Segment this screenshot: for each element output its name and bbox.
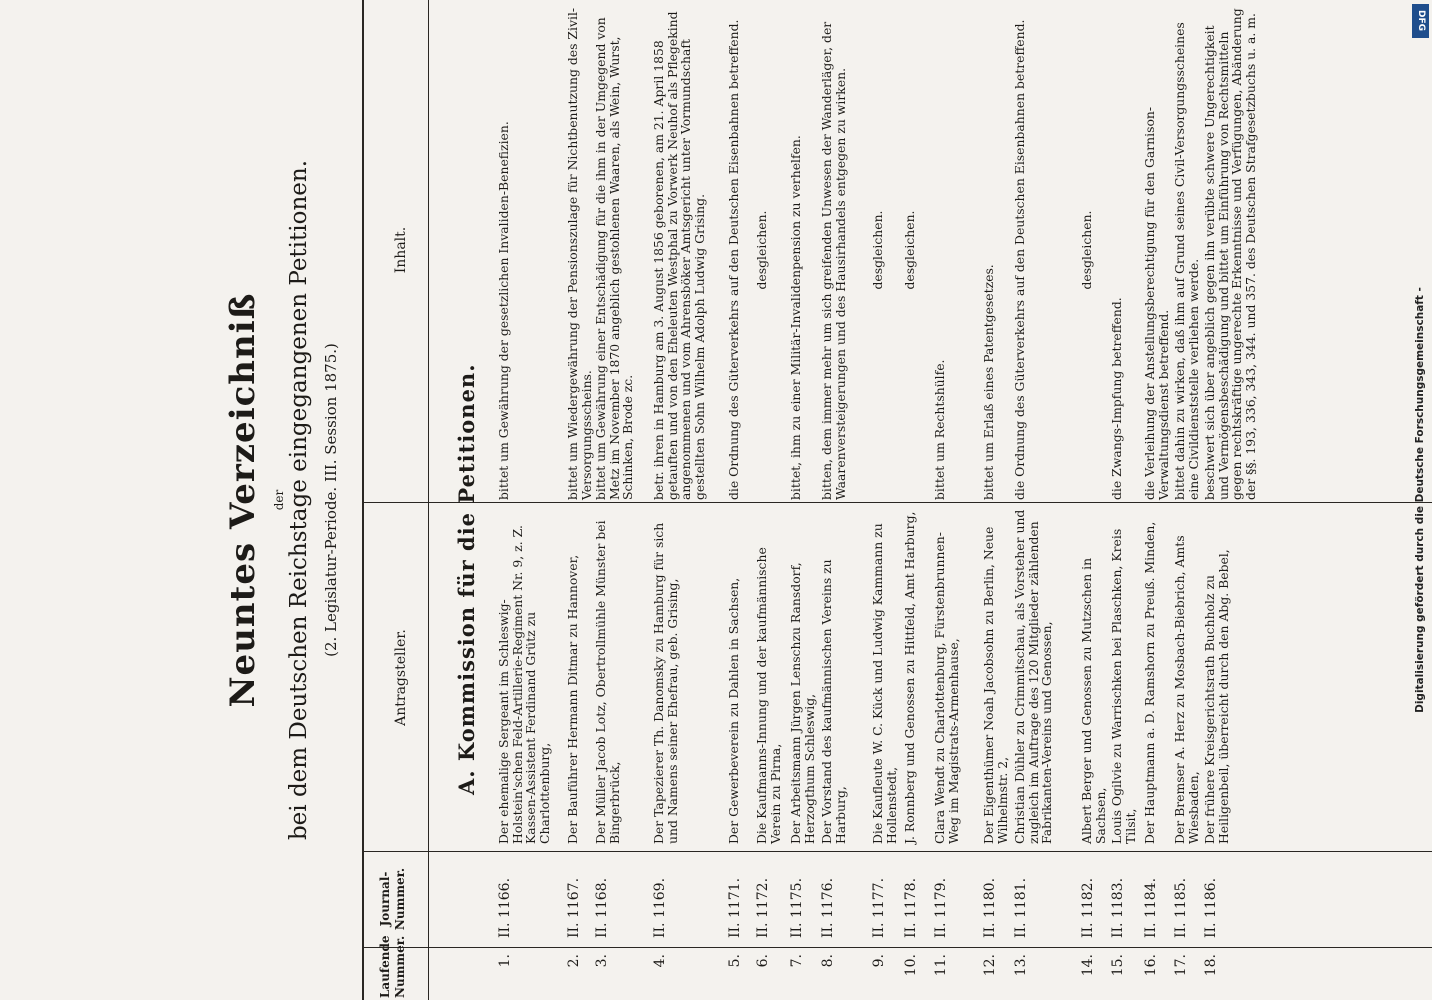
row-number: 5. xyxy=(727,954,743,968)
petitioner: Die Kaufleute W. C. Kück und Ludwig Kammann zu Hollenstedt, xyxy=(870,523,899,844)
petition-content: die Zwangs-Impfung betreffend. xyxy=(1109,297,1124,500)
petition-content: die Verleihung der Anstellungsberechtigung für den Garnison-Verwaltungsdienst betreffend. xyxy=(1142,106,1171,500)
table-top-rule xyxy=(362,0,364,1000)
petition-content: desgleichen. xyxy=(870,210,885,290)
petitioner: Der Vorstand des kaufmännischen Vereins zu Harburg, xyxy=(819,559,848,844)
journal-number: II. 1178. xyxy=(903,877,919,938)
row-number: 18. xyxy=(1203,954,1219,977)
petition-content: bittet um Gewährung einer Entschädigung für die ihm in der Umgegend von Metz im November 1870 angeblich gestohlenen Waaren, als Wein, Wurst, Schinken, Brode zc. xyxy=(593,17,635,500)
journal-number: II. 1175. xyxy=(789,877,805,938)
petition-content: beschwert sich über angeblich gegen ihn verübte schwere Ungerechtigkeit und Vermögensbeschädigung und bittet um Einführung von Rechtsmitteln gegen rechtskräftige ungerechte Erkenntnisse und Verfügungen, Abänderung der §§. 193, 336, 343, 344. und 357. des Deutschen Strafgesetzbuchs u. a. m. xyxy=(1202,8,1258,500)
row-number: 15. xyxy=(1110,954,1126,977)
document-subtitle: bei dem Deutschen Reichstage eingegangenen Petitionen. xyxy=(286,159,312,841)
row-number: 9. xyxy=(871,954,887,968)
petitioner: Der Müller Jacob Lotz, Obertrollmühle Münster bei Bingerbrück, xyxy=(593,520,622,844)
petitioner: Der Bremser A. Herz zu Mosbach-Biebrich, Amts Wiesbaden, xyxy=(1172,535,1201,844)
petition-content: desgleichen. xyxy=(754,210,769,290)
petitioner: Der Hauptmann a. D. Ramshorn zu Preuß. Minden, xyxy=(1142,521,1157,844)
journal-number: II. 1182. xyxy=(1080,877,1096,938)
row-number: 8. xyxy=(820,954,836,968)
petitioner: Louis Ogilvie zu Warrischken bei Plaschken, Kreis Tilsit, xyxy=(1109,528,1138,844)
row-number: 6. xyxy=(755,954,771,968)
row-number: 3. xyxy=(594,954,610,968)
journal-number: II. 1177. xyxy=(871,877,887,938)
petitioner: Clara Wendt zu Charlottenburg, Fürstenbrunnen-Weg im Magistrats-Armenhause, xyxy=(932,532,961,844)
petition-content: bittet, ihm zu einer Militär-Invalidenpension zu verhelfen. xyxy=(788,135,803,500)
petitioner: Der Gewerbeverein zu Dahlen in Sachsen, xyxy=(726,577,741,844)
column-divider xyxy=(362,502,1432,503)
row-number: 16. xyxy=(1143,954,1159,977)
journal-number: II. 1180. xyxy=(982,877,998,938)
row-number: 17. xyxy=(1173,954,1189,977)
journal-number: II. 1172. xyxy=(755,877,771,938)
petition-content: die Ordnung des Güterverkehrs auf den Deutschen Eisenbahnen betreffend. xyxy=(1012,19,1027,500)
journal-number: II. 1169. xyxy=(652,877,668,938)
petitioner: Der Eigenthümer Noah Jacobsohn zu Berlin, Neue Wilhelmstr. 2, xyxy=(981,526,1010,844)
session-info: (2. Legislatur-Periode. III. Session 1875.) xyxy=(322,343,340,657)
petition-content: bitten, dem immer mehr um sich greifenden Unwesen der Wanderläger, der Waarenversteigerungen und des Hausirhandels entgegen zu wirken. xyxy=(819,21,848,500)
column-divider xyxy=(362,947,1432,948)
petitioner: Der Bauführer Hermann Ditmar zu Hannover, xyxy=(565,554,580,844)
petition-content: die Ordnung des Güterverkehrs auf den Deutschen Eisenbahnen betreffend. xyxy=(726,19,741,500)
row-number: 10. xyxy=(903,954,919,977)
digitization-note xyxy=(1408,0,1432,1000)
row-number: 13. xyxy=(1013,954,1029,977)
petitioner: Der Tapezierer Th. Danomsky zu Hamburg für sich und Namens seiner Ehefrau, geb. Grising, xyxy=(651,522,680,844)
section-title: A. Kommission für die Petitionen. xyxy=(454,363,479,795)
column-header-antragsteller: Antragsteller. xyxy=(393,629,409,726)
row-number: 11. xyxy=(933,954,949,977)
row-number: 4. xyxy=(652,954,668,968)
row-number: 12. xyxy=(982,954,998,977)
petitioner: Der frühere Kreisgerichtsrath Buchholz zu Heiligenbeil, überreicht durch den Abg. Bebel, xyxy=(1202,549,1231,844)
petition-content: desgleichen. xyxy=(902,210,917,290)
journal-number: II. 1176. xyxy=(820,877,836,938)
journal-number: II. 1185. xyxy=(1173,877,1189,938)
row-number: 1. xyxy=(497,954,513,968)
journal-number: II. 1171. xyxy=(727,877,743,938)
column-header-journal: Journal-Nummer. xyxy=(378,867,407,931)
petition-content: bittet um Gewährung der gesetzlichen Invaliden-Benefizien. xyxy=(496,121,511,500)
petition-content: desgleichen. xyxy=(1079,210,1094,290)
journal-number: II. 1186. xyxy=(1203,877,1219,938)
petitioner: Die Kaufmanns-Innung und der kaufmännische Verein zu Pirna, xyxy=(754,547,783,844)
row-number: 2. xyxy=(566,954,582,968)
petition-content: bittet um Rechtshülfe. xyxy=(932,359,947,500)
column-header-laufende: Laufende Nummer. xyxy=(378,935,407,998)
petitioner: Albert Berger und Genossen zu Mutzschen in Sachsen, xyxy=(1079,557,1108,844)
journal-number: II. 1184. xyxy=(1143,877,1159,938)
column-header-inhalt: Inhalt. xyxy=(393,226,409,274)
petitioner: Der ehemalige Sergeant im Schleswig-Holstein'schen Feld-Artillerie-Regiment Nr. 9, z. Z. Kassen-Assistent Ferdinand Grütz zu Charlottenburg, xyxy=(496,525,552,844)
journal-number: II. 1167. xyxy=(566,877,582,938)
header-bottom-rule xyxy=(428,0,429,1000)
dfg-logo: DFG xyxy=(1412,4,1429,38)
journal-number: II. 1166. xyxy=(497,877,513,938)
petitioner: J. Ronnberg und Genossen zu Hittfeld, Amt Harburg, xyxy=(902,511,917,844)
document-title: Neuntes Verzeichniß xyxy=(223,292,263,708)
petition-content: bittet dahin zu wirken, daß ihm auf Grund seines Civil-Versorgungsscheines eine Civildienststelle verliehen werde. xyxy=(1172,22,1201,500)
digitization-note-text: Digitalisierung gefördert durch die Deutsche Forschungsgemeinschaft - xyxy=(1414,287,1426,713)
petition-content: bittet um Wiedergewährung der Pensionszulage für Nichtbenutzung des Zivil-Versorgungsscheins. xyxy=(565,7,594,500)
journal-number: II. 1179. xyxy=(933,877,949,938)
title-connector: der xyxy=(272,489,286,511)
journal-number: II. 1181. xyxy=(1013,877,1029,938)
journal-number: II. 1183. xyxy=(1110,877,1126,938)
petitioner: Christian Dühler zu Crimmitschau, als Vorsteher und zugleich im Auftrage des 120 Mitglieder zählenden Fabrikanten-Vereins und Genossen, xyxy=(1012,509,1054,844)
journal-number: II. 1168. xyxy=(594,877,610,938)
row-number: 7. xyxy=(789,954,805,968)
row-number: 14. xyxy=(1080,954,1096,977)
petition-content: betr. ihren in Hamburg am 3. August 1856 geborenen, am 21. April 1858 getauften und von den Eheleuten Westphal zu Vorwerk Neuhof als Pflegekind angenommenen und vom Ahrensböker Amtsgericht unter Vormundschaft gestellten Sohn Wilhelm Adolph Ludwig Grising. xyxy=(651,11,707,500)
column-divider xyxy=(362,851,1432,852)
petitioner: Der Arbeitsmann Jürgen Lenschzu Ransdorf, Herzogthum Schleswig, xyxy=(788,562,817,844)
petition-content: bittet um Erlaß eines Patentgesetzes. xyxy=(981,264,996,500)
